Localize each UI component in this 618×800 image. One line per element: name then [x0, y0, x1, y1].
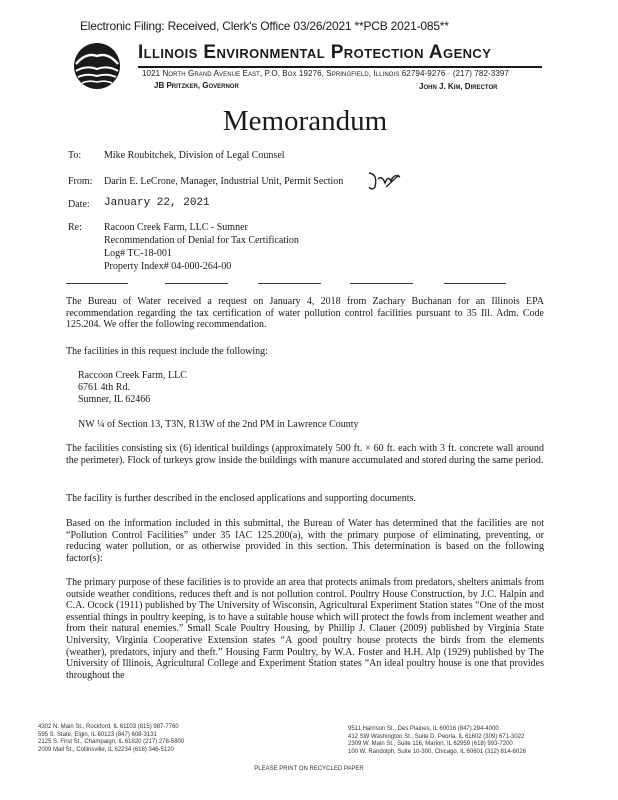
- filing-stamp: Electronic Filing: Received, Clerk's Office 03/26/2021 **PCB 2021-085**: [80, 19, 449, 33]
- date-value: January 22, 2021: [104, 197, 210, 209]
- divider: [444, 283, 506, 284]
- date-label: Date:: [68, 199, 90, 210]
- memo-title: Memorandum: [222, 105, 388, 137]
- re-label: Re:: [68, 222, 82, 233]
- footer-address: 2009 Mall St., Collinsville, IL 62234 (618) 346-5120: [38, 746, 174, 753]
- footer-address: 9511 Harrison St., Des Plaines, IL 60016 (847) 294-4000: [348, 726, 499, 732]
- farm-city: Sumner, IL 62466: [78, 394, 151, 405]
- farm-street: 6761 4th Rd.: [78, 382, 130, 393]
- initials-signature-icon: [366, 169, 402, 193]
- footer-address: 100 W. Randolph, Suite 10-300, Chicago, IL 60601 (312) 814-6026: [348, 748, 526, 755]
- footer-address: 412 SW Washington St., Suite D, Peoria, IL 61602 (309) 671-3022: [348, 733, 525, 740]
- director-name: John J. Kim, Director: [419, 82, 498, 91]
- to-value: Mike Roubitchek, Division of Legal Counsel: [104, 150, 285, 161]
- divider: [350, 283, 413, 284]
- re-line: Property Index# 04-000-264-00: [104, 261, 232, 272]
- divider: [258, 283, 321, 284]
- paragraph-request: The Bureau of Water received a request on January 4, 2018 from Zachary Buchanan for an Illinois EPA recommendation regarding the tax certification of water pollution control facilities pursuant to 35 Ill. Adm. Code 125.204. We offer the following recommendation.: [66, 296, 544, 331]
- agency-address: 1021 North Grand Avenue East, P.O. Box 19276, Springfield, Illinois 62794-9276 · (217) 782-3397: [142, 69, 509, 78]
- recycled-paper-note: PLEASE PRINT ON RECYCLED PAPER: [254, 766, 364, 772]
- farm-name: Raccoon Creek Farm, LLC: [78, 370, 187, 381]
- re-line: Recommendation of Denial for Tax Certification: [104, 235, 299, 246]
- to-label: To:: [68, 150, 82, 161]
- footer-address: 2309 W. Main St., Suite 116, Marion, IL 62959 (618) 993-7200: [348, 741, 513, 747]
- letterhead-rule: [138, 66, 542, 68]
- farm-location: NW ¼ of Section 13, T3N, R13W of the 2nd PM in Lawrence County: [78, 419, 359, 430]
- divider: [165, 283, 228, 284]
- from-label: From:: [68, 176, 93, 187]
- divider: [66, 283, 128, 284]
- re-line: Racoon Creek Farm, LLC - Sumner: [104, 222, 248, 233]
- from-value: Darin E. LeCrone, Manager, Industrial Unit, Permit Section: [104, 176, 344, 187]
- re-line: Log# TC-18-001: [104, 248, 172, 259]
- footer-address: 2125 S. First St., Champaign, IL 61820 (217) 278-5800: [38, 739, 185, 745]
- agency-name: Illinois Environmental Protection Agency: [138, 42, 492, 63]
- paragraph-primary-purpose: The primary purpose of these facilities is to provide an area that protects animals from predators, shelters animals from outside weather conditions, reduces theft and is not pollution control. Poultry House Construction, by J.C. Halpin and C.A. Ocock (1911) published by The University of Wisconsin, Agricultural Experiment Station states “One of the most essential things in poultry keeping, is to have a suitable house which will protect the fowls from inclement weather and from their natural enemies.” Small Scale Poultry Housing, by Phillip J. Clauer (2009) published by Virginia State University, Virginia Cooperative Extension states “A good poultry house protects the birds from the elements (weather), predators, injury and theft.” Housing Farm Poultry, by W.A. Foster and H.H. Alp (1929) published by The University of Illinois, Agricultural College and Experiment Station states “An ideal poultry house is one that provides throughout the: [66, 577, 544, 681]
- footer-addresses-left: [38, 724, 184, 754]
- paragraph-facilities-intro: The facilities in this request include the following:: [66, 346, 268, 357]
- governor-name: JB Pritzker, Governor: [154, 81, 239, 90]
- footer-addresses-right: [348, 726, 526, 756]
- footer-address: 595 S. State, Elgin, IL 60123 (847) 608-3131: [38, 731, 157, 738]
- footer-address: 4302 N. Main St., Rockford, IL 61103 (815) 987-7760: [38, 724, 179, 730]
- paragraph-determination: Based on the information included in this submittal, the Bureau of Water has determined that the facilities are not “Pollution Control Facilities” under 35 IAC 125.200(a), with the primary purpose of eliminating, preventing, or reducing water pollution, or as otherwise provided in this section. This determination is based on the following factor(s):: [66, 518, 544, 564]
- iepa-logo-icon: [62, 42, 132, 90]
- paragraph-further-described: The facility is further described in the enclosed applications and supporting documents.: [66, 493, 416, 504]
- paragraph-facility-description: The facilities consisting six (6) identical buildings (approximately 500 ft. × 60 ft. each with 3 ft. concrete wall around the perimeter). Flock of turkeys grow inside the buildings with manure accumulated and stored during the same period.: [66, 443, 544, 466]
